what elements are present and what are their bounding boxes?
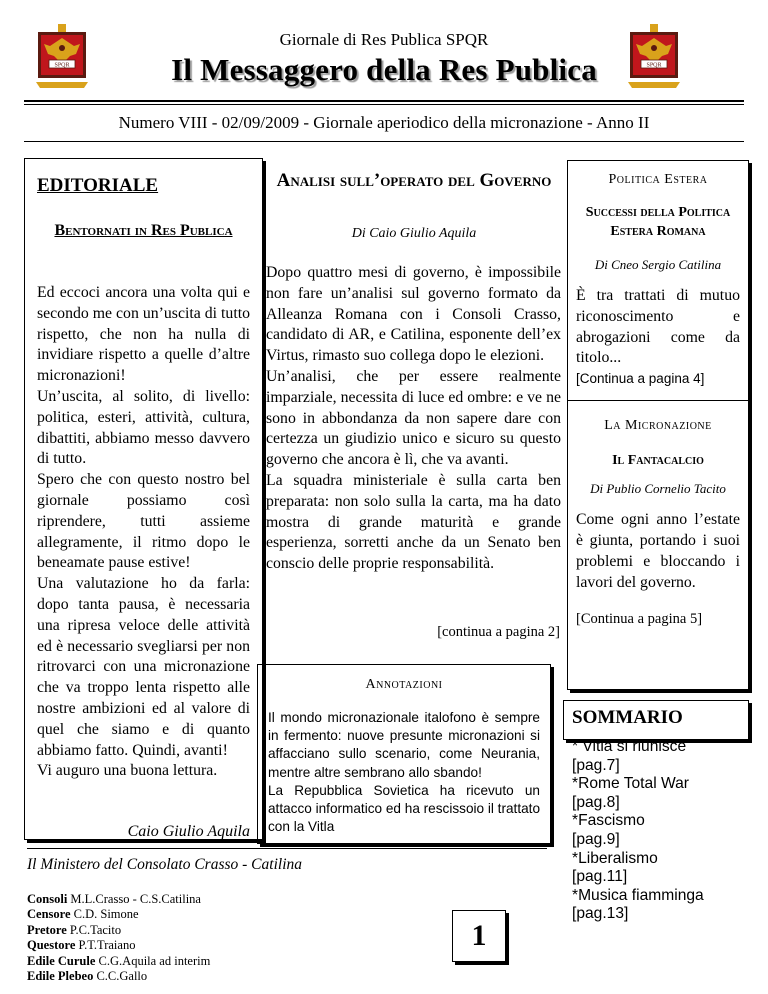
summary-header-box (563, 700, 749, 740)
foreign-policy-body: È tra trattati di mutuo riconoscimento e abrogazioni come da titolo... (576, 287, 740, 367)
role-name: Edile Curule (27, 953, 96, 968)
role-name: Pretore (27, 922, 67, 937)
micronation-title: Il Fantacalcio (612, 453, 704, 469)
role-name: Edile Plebeo (27, 969, 94, 984)
micronation-body: Come ogni anno l’estate è giunta, portando i suoi problemi e bloccando i lavori del governo. (576, 511, 740, 591)
editorial-paragraph: Spero che con questo nostro bel giornale possiamo così riprendere, tutti assieme allegramente, il ritmo dopo le beneamate pause estive! (37, 471, 250, 572)
role-name: Censore (27, 907, 71, 922)
summary-item[interactable]: * Vitla si riunisce (572, 738, 687, 755)
summary-list (572, 738, 748, 924)
summary-item[interactable]: [pag.8] (572, 793, 620, 811)
editorial-paragraph: Una valutazione ho da farla: dopo tanta pausa, è necessaria una ripresa veloce delle attività ed è necessario svegliarsi per non ritrovarci con una micronazione che va troppo lenta rispetto alle nostre ambizioni ed al valore di quel che siamo e di quanto abbiamo fatto. Quindi, avanti! (37, 575, 250, 759)
foreign-policy-author: Di Cneo Sergio Catilina (594, 257, 722, 272)
ministry-role-row (27, 969, 547, 984)
foreign-policy-continued-link[interactable]: [Continua a pagina 4] (576, 371, 705, 387)
editorial-signature: Caio Giulio Aquila (127, 823, 250, 841)
issue-rule (24, 141, 744, 142)
role-holders: C.G.Aquila ad interim (95, 953, 211, 968)
editorial-section-heading: EDITORIALE (37, 175, 159, 196)
sidebar-articles-box (567, 160, 749, 690)
role-holders: P.T.Traiano (75, 938, 136, 953)
editorial-body (37, 283, 250, 782)
government-continued-link[interactable]: [continua a pagina 2] (437, 624, 560, 640)
summary-item[interactable]: *Fascismo (572, 812, 645, 830)
editorial-box (24, 158, 263, 840)
micronation-continued-link[interactable]: [Continua a pagina 5] (576, 611, 703, 628)
newspaper-supertitle: Giornale di Res Publica SPQR (279, 30, 489, 49)
summary-item[interactable]: *Musica fiamminga (572, 886, 704, 904)
page-number: 1 (452, 910, 506, 962)
masthead-title: Il Messaggero della Res Publica (171, 52, 597, 87)
editorial-paragraph: Vi auguro una buona lettura. (37, 762, 218, 780)
government-article-body (266, 263, 561, 575)
summary-item[interactable]: [pag.11] (572, 868, 628, 886)
summary-item[interactable]: *Rome Total War (572, 775, 689, 793)
foreign-policy-section (568, 161, 748, 386)
summary-item[interactable]: [pag.7] (572, 756, 620, 774)
editorial-title: Bentornati in Res Publica (54, 222, 233, 239)
role-holders: M.L.Crasso - C.S.Catilina (67, 892, 201, 906)
micronation-section (568, 401, 748, 630)
role-holders: C.C.Gallo (93, 969, 148, 984)
emblem-text: SPQR (54, 62, 70, 69)
issue-line: Numero VIII - 02/09/2009 - Giornale aperiodico della micronazione - Anno II (118, 113, 650, 132)
masthead-rule-bottom (24, 104, 744, 105)
micronation-author: Di Publio Cornelio Tacito (590, 481, 726, 497)
government-article-title: Analisi sull’operato del Governo (276, 170, 552, 191)
annotations-heading: Annotazioni (365, 677, 443, 692)
masthead-rule-top (24, 100, 744, 102)
annotations-box (257, 664, 551, 844)
foreign-policy-heading: Politica Estera (608, 172, 708, 187)
editorial-paragraph: Ed eccoci ancora una volta qui e secondo me con un’uscita di tutto rispetto, che non ha nulla di invidiare rispetto a quelle d’altre micronazioni! (37, 284, 250, 385)
annotations-body (268, 709, 540, 836)
summary-item[interactable]: [pag.9] (572, 830, 620, 848)
annotations-paragraph: La Repubblica Sovietica ha ricevuto un attacco informatico ed ha rescissoio il trattato con la Vitla (268, 782, 541, 835)
summary-item[interactable]: [pag.13] (572, 905, 629, 923)
annotations-paragraph: Il mondo micronazionale italofono è sempre in fermento: nuove presunte micronazioni si affacciano sullo scenario, come Neurania, mentre altre sembrano allo sbando! (268, 710, 540, 780)
ministry-title: Il Ministero del Consolato Crasso - Catilina (27, 856, 302, 873)
role-holders: C.D. Simone (70, 907, 139, 922)
government-paragraph: Dopo quattro mesi di governo, è impossibile non fare un’analisi sul governo formato da Alleanza Romana con i Consoli Crasso, candidato di AR, e Catilina, esponente dell’ex Virtus, rimasto suo collega dopo le elezioni. (266, 264, 561, 365)
micronation-heading: La Micronazione (604, 418, 712, 434)
role-holders: P.C.Tacito (66, 922, 122, 937)
summary-title: SOMMARIO (572, 707, 683, 728)
ministry-role-row (27, 892, 547, 907)
government-paragraph: La squadra ministeriale è sulla carta ben preparata: non solo sulla la carta, ma ha dato mostra di grande maturità e grande esperienza, sorretti anche da un Senato ben conscio delle proprie responsabilità. (266, 471, 561, 573)
government-article-author: Di Caio Giulio Aquila (351, 226, 477, 241)
role-name: Questore (27, 938, 76, 953)
government-paragraph: Un’analisi, che per essere realmente imparziale, necessita di luce ed ombre: e ve ne sono in abbondanza da non sapere dare con certezza un giudizio unico e sicuro su questo governo che ancora è lì, che va avanti. (266, 367, 561, 469)
role-name: Consoli (27, 892, 68, 906)
summary-item[interactable]: *Liberalismo (572, 849, 658, 867)
editorial-paragraph: Un’uscita, al solito, di livello: politica, esteri, attività, cultura, dibattiti, abbiamo messo davvero di tutto. (37, 387, 250, 468)
emblem-text: SPQR (646, 62, 662, 69)
foreign-policy-title: Successi della Politica Estera Romana (585, 205, 731, 239)
